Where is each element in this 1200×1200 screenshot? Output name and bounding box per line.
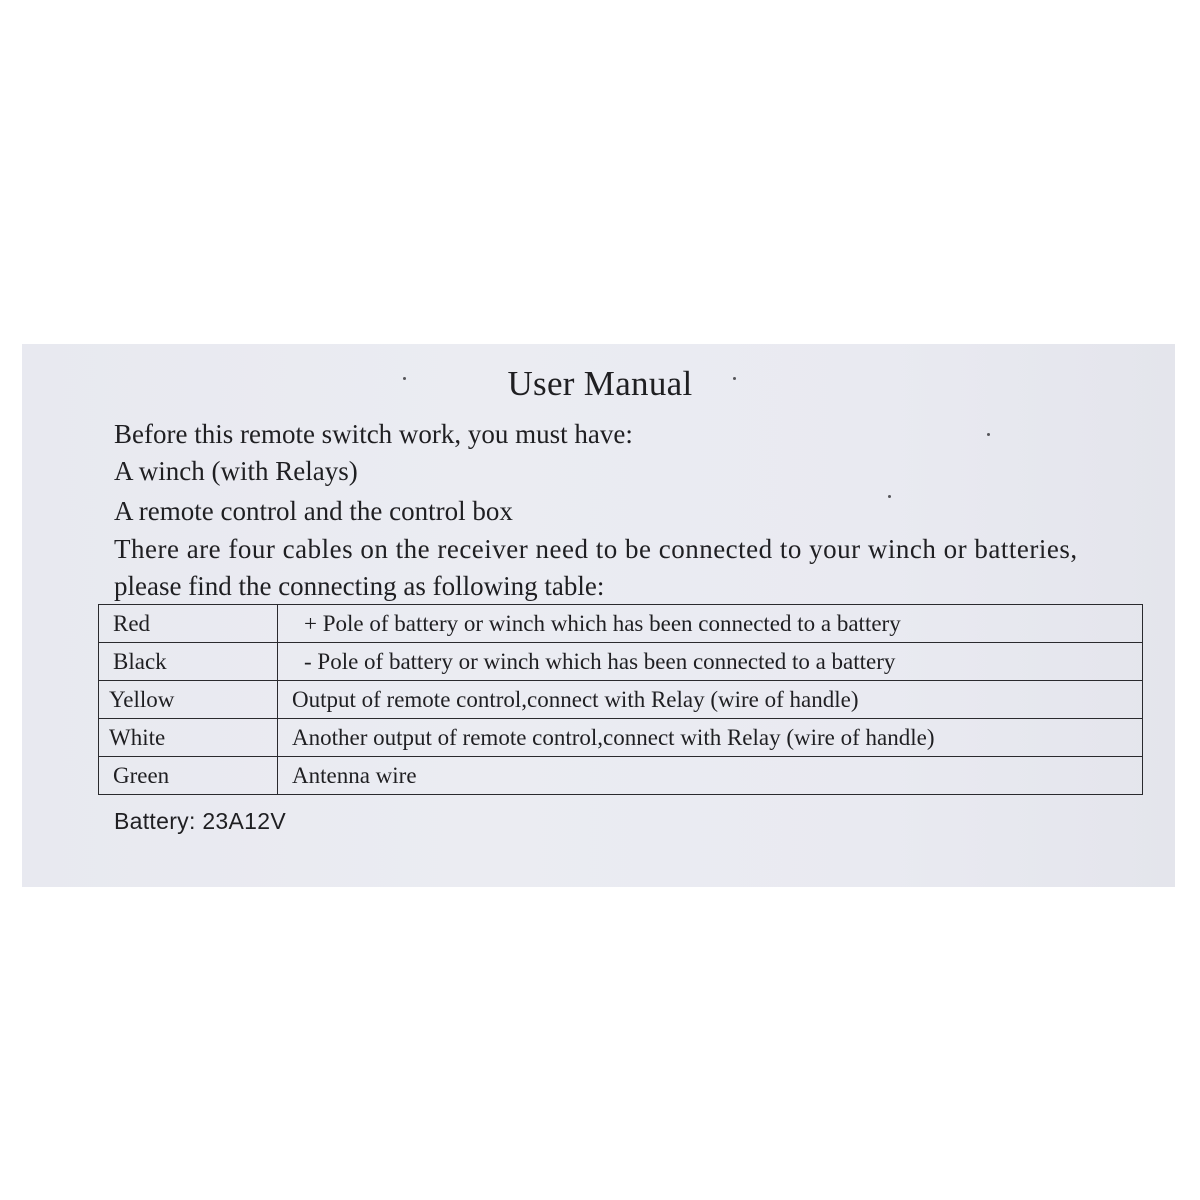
- intro-line-table-note: please find the connecting as following table:: [114, 571, 605, 601]
- wire-color-cell: White: [99, 719, 278, 757]
- wire-color-cell: Green: [99, 757, 278, 795]
- wire-color-cell: Yellow: [99, 681, 278, 719]
- table-row: [99, 719, 1143, 757]
- table-row: [99, 643, 1143, 681]
- intro-line-cables: There are four cables on the receiver need to be connected to your winch or batteries,: [114, 534, 1078, 564]
- table-row: [99, 605, 1143, 643]
- wire-description-cell: Output of remote control,connect with Relay (wire of handle): [278, 681, 1143, 719]
- intro-line-remote: A remote control and the control box: [114, 496, 513, 526]
- wiring-table: [98, 604, 1143, 795]
- paper-speck: [888, 495, 891, 498]
- battery-spec: Battery: 23A12V: [114, 808, 286, 834]
- wire-description-cell: - Pole of battery or winch which has been connected to a battery: [278, 643, 1143, 681]
- wire-color-cell: Black: [99, 643, 278, 681]
- wire-description-cell: + Pole of battery or winch which has been connected to a battery: [278, 605, 1143, 643]
- paper-speck: [403, 377, 406, 380]
- manual-sheet: [22, 344, 1175, 887]
- wire-description-cell: Antenna wire: [278, 757, 1143, 795]
- paper-speck: [733, 377, 736, 380]
- table-row: [99, 681, 1143, 719]
- intro-line-winch: A winch (with Relays): [114, 456, 358, 486]
- paper-speck: [987, 433, 990, 436]
- table-row: [99, 757, 1143, 795]
- wire-description-cell: Another output of remote control,connect with Relay (wire of handle): [278, 719, 1143, 757]
- wire-color-cell: Red: [99, 605, 278, 643]
- intro-line-requirements: Before this remote switch work, you must have:: [114, 419, 633, 449]
- page-title: User Manual: [507, 364, 693, 403]
